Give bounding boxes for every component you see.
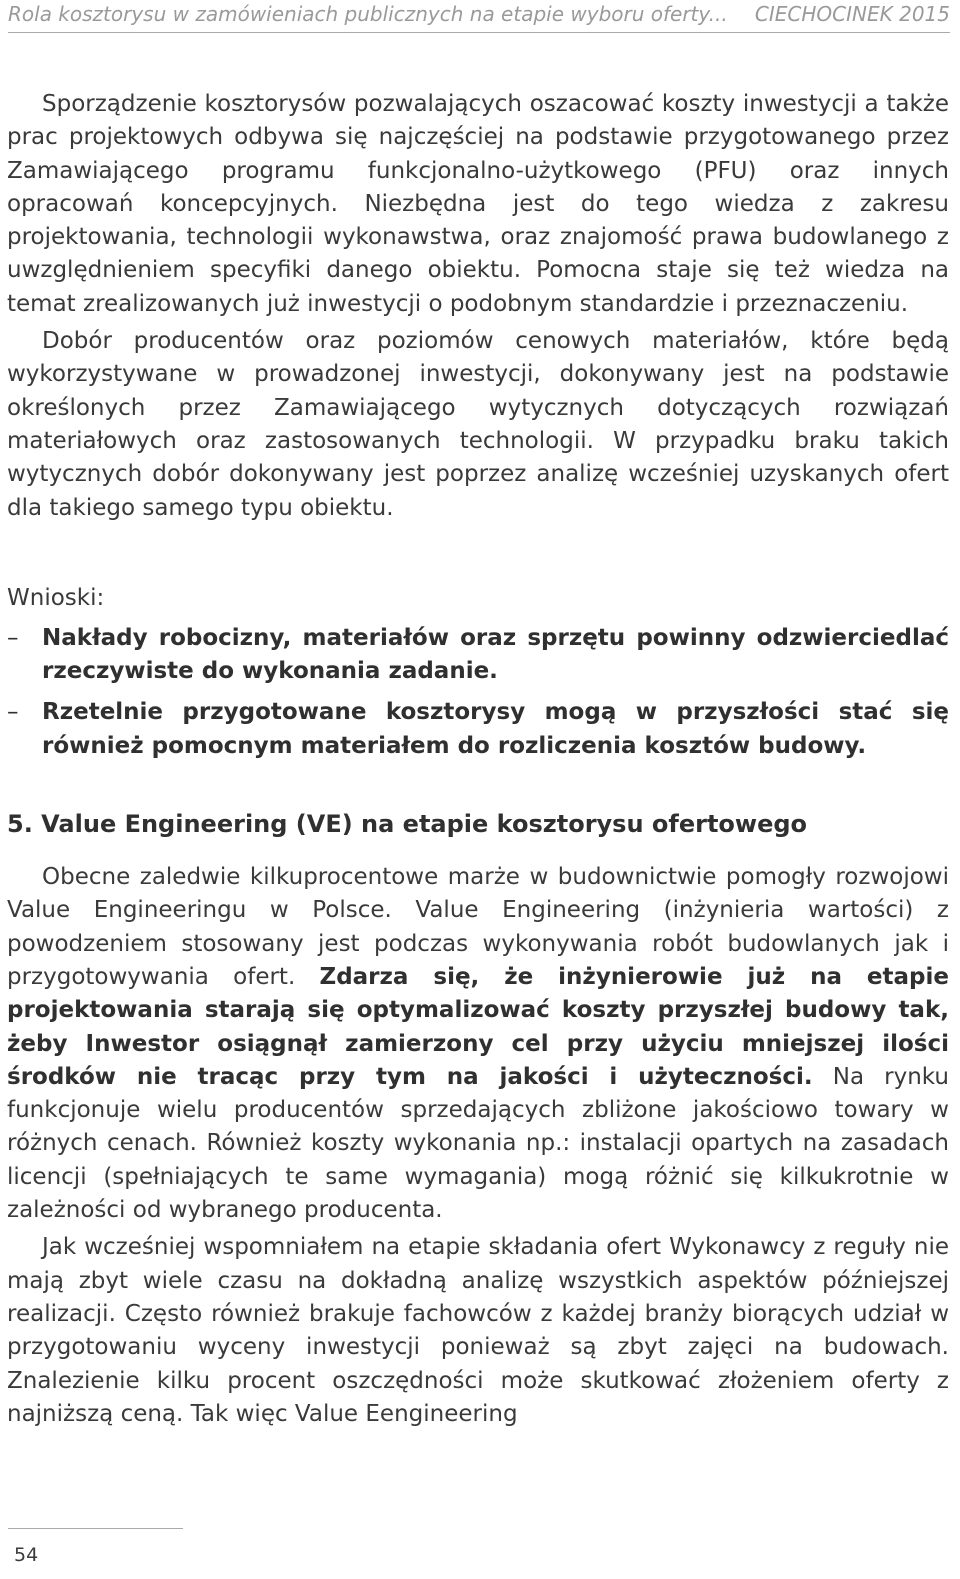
paragraph-offer-analysis: Jak wcześniej wspomniałem na etapie składania ofert Wykonawcy z reguły nie mają zbyt wiele czasu na dokładną analizę wszystkich aspektów późniejszej realizacji. Często również brakuje fachowców z każdej branży biorących udział w przygotowaniu wyceny inwestycji ponieważ są zbyt zajęci na budowach. Znalezienie kilku procent oszczędności może skutkować złożeniem oferty z najniższą ceną. Tak więc Value Eengineering xyxy=(7,1234,949,1427)
list-item xyxy=(7,622,949,689)
paragraph-material-selection: Dobór producentów oraz poziomów cenowych materiałów, które będą wykorzystywane w prowadzonej inwestycji, dokonywany jest na podstawie określonych przez Zamawiającego wytycznych dotyczących rozwiązań materiałowych oraz zastosowanych technologii. W przypadku braku takich wytycznych dobór dokonywany jest poprzez analizę wcześniej uzyskanych ofert dla takiego samego typu obiektu. xyxy=(7,328,949,521)
header-rule xyxy=(8,32,950,33)
running-title: Rola kosztorysu w zamówieniach publicznych na etapie wyboru oferty... xyxy=(8,2,728,26)
conference-name: CIECHOCINEK 2015 xyxy=(754,2,950,26)
footer-rule xyxy=(8,1528,183,1529)
page-body xyxy=(7,88,949,1431)
bullet-dash: – xyxy=(7,624,19,651)
bullet-dash: – xyxy=(7,699,19,726)
paragraph-text: Na rynku funkcjonuje wielu producentów sprzedających zbliżone jakościowo towary w różnych cenach. Również koszty wykonania np.: instalacji opartych na zasadach licencji (spełniających te same wymagania) mogą różnić się kilkukrotnie w zależności od wybranego producenta. xyxy=(7,1063,949,1224)
list-item-text: Rzetelnie przygotowane kosztorysy mogą w przyszłości stać się również pomocnym materiałem do rozliczenia kosztów budowy. xyxy=(42,699,949,759)
paragraph-cost-estimates: Sporządzenie kosztorysów pozwalających oszacować koszty inwestycji a także prac projektowych odbywa się najczęściej na podstawie przygotowanego przez Zamawiającego programu funkcjonalno-użytkowego (PFU) oraz innych opracowań koncepcyjnych. Niezbędna jest do tego wiedza z zakresu projektowania, technologii wykonawstwa, oraz znajomość prawa budowlanego z uwzględnieniem specyfiki danego obiektu. Pomocna staje się też wiedza na temat zrealizowanych już inwestycji o podobnym standardzie i przeznaczeniu. xyxy=(7,91,949,317)
paragraph-text: Obecne zaledwie kilkuprocentowe marże w budownictwie pomogły rozwojowi Value Engineeringu w Polsce. Value Engineering (inżynieria wartości) z powodzeniem stosowany jest podczas wykonywania robót budowlanych jak i przygotowywania ofert. xyxy=(7,864,949,990)
list-item xyxy=(7,696,949,763)
conclusions-list xyxy=(7,622,949,763)
running-header xyxy=(8,0,950,34)
list-item-text: Nakłady robocizny, materiałów oraz sprzętu powinny odzwierciedlać rzeczywiste do wykonania zadanie. xyxy=(42,624,949,685)
paragraph-value-engineering xyxy=(7,861,949,1227)
section-heading: 5. Value Engineering (VE) na etapie kosztorysu ofertowego xyxy=(7,810,808,839)
page-number: 54 xyxy=(14,1544,39,1566)
conclusions-label: Wnioski: xyxy=(7,584,105,611)
paragraph-emphasis: Zdarza się, że inżynierowie już na etapie projektowania starają się optymalizować koszty przyszłej budowy tak, żeby Inwestor osiągnął zamierzony cel przy użyciu mniejszej ilości środków nie tracąc przy tym na jakości i użyteczności. xyxy=(7,963,949,1090)
